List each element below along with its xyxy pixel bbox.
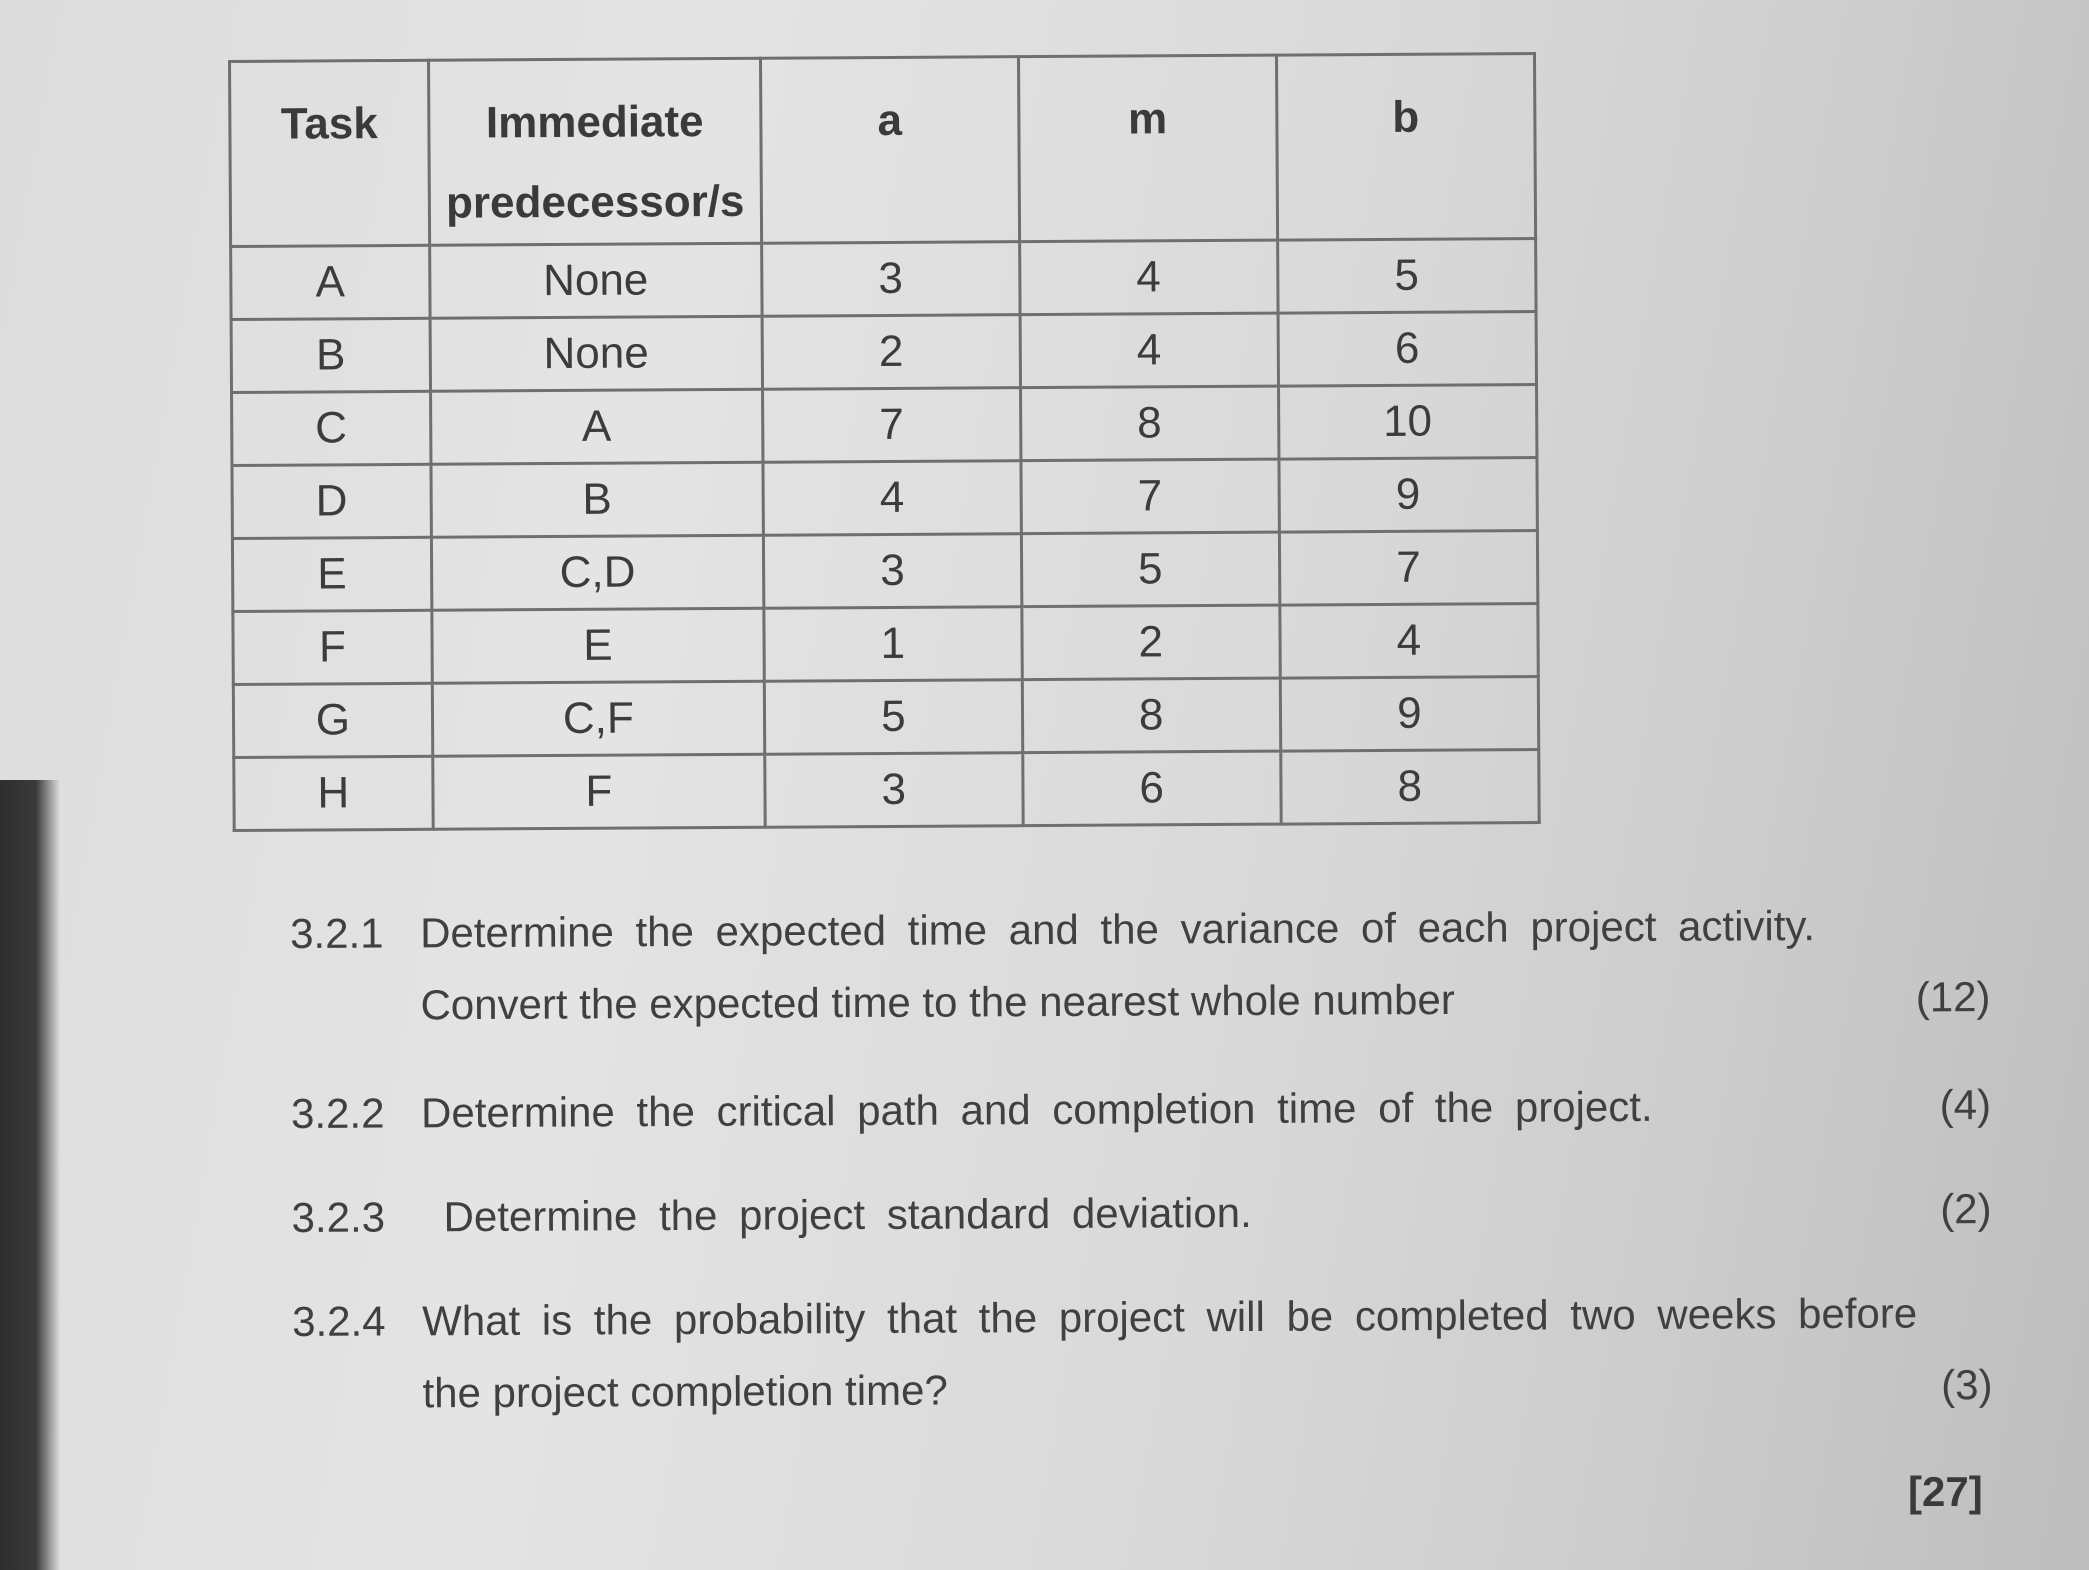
cell-predecessor: E — [432, 608, 765, 683]
question-marks: (2) — [1940, 1185, 1992, 1233]
cell-a: 3 — [763, 534, 1021, 609]
cell-m: 4 — [1019, 240, 1277, 315]
cell-a: 1 — [764, 607, 1022, 682]
total-marks: [27] — [1908, 1468, 1983, 1515]
question-3-2-2 — [291, 1081, 2012, 1194]
cell-m: 8 — [1020, 386, 1278, 461]
cell-b: 9 — [1280, 677, 1539, 752]
cell-task: A — [231, 245, 430, 319]
cell-m: 7 — [1021, 459, 1279, 534]
question-3-2-1 — [290, 901, 2011, 1090]
question-3-2-3 — [291, 1185, 2012, 1298]
header-a: a — [760, 57, 1019, 244]
cell-b: 8 — [1280, 750, 1539, 825]
cell-b: 9 — [1279, 458, 1538, 533]
question-text-continued: Convert the expected time to the nearest whole number — [420, 975, 1455, 1029]
header-m: m — [1018, 55, 1277, 242]
cell-a: 2 — [762, 315, 1020, 390]
table-row — [232, 531, 1537, 612]
question-marks: (3) — [1941, 1361, 1993, 1409]
cell-task: F — [233, 610, 432, 684]
cell-task: H — [234, 756, 433, 830]
table-row — [232, 458, 1537, 539]
table-row — [231, 239, 1536, 320]
table-row — [232, 385, 1537, 466]
question-marks: (4) — [1939, 1081, 1992, 1129]
question-3-2-4 — [292, 1289, 2013, 1458]
question-text: Determine the project standard deviation. — [443, 1188, 1252, 1241]
table-row — [231, 312, 1536, 393]
cell-a: 3 — [765, 753, 1023, 828]
question-number: 3.2.1 — [290, 909, 384, 957]
cell-a: 3 — [762, 242, 1020, 317]
page-edge-shadow — [0, 780, 60, 1570]
question-list — [290, 901, 2013, 1458]
cell-m: 4 — [1020, 313, 1278, 388]
table-row — [233, 677, 1538, 758]
cell-task: C — [232, 391, 431, 465]
cell-m: 2 — [1022, 605, 1280, 680]
cell-b: 6 — [1278, 312, 1537, 387]
cell-predecessor: A — [430, 389, 763, 464]
table-row — [234, 750, 1539, 831]
cell-predecessor: None — [429, 243, 762, 318]
cell-a: 4 — [763, 461, 1021, 536]
activity-table — [228, 52, 1541, 832]
cell-task: B — [231, 318, 430, 392]
cell-predecessor: B — [431, 462, 764, 537]
cell-a: 7 — [763, 388, 1021, 463]
cell-a: 5 — [764, 680, 1022, 755]
table-header-row — [230, 54, 1536, 247]
cell-b: 7 — [1279, 531, 1538, 606]
header-predecessors: Immediate predecessor/s — [428, 58, 761, 245]
question-number: 3.2.3 — [291, 1193, 386, 1241]
cell-b: 5 — [1277, 239, 1536, 314]
cell-m: 8 — [1022, 678, 1280, 753]
cell-task: E — [232, 537, 431, 611]
cell-predecessor: F — [432, 754, 765, 829]
cell-b: 10 — [1278, 385, 1537, 460]
header-b: b — [1276, 54, 1535, 241]
question-text: Determine the expected time and the variance of each project activity. — [419, 902, 1816, 957]
cell-b: 4 — [1280, 604, 1539, 679]
table-row — [233, 604, 1538, 685]
header-task: Task — [230, 60, 430, 246]
cell-m: 6 — [1022, 751, 1280, 826]
cell-task: D — [232, 464, 431, 538]
question-number: 3.2.4 — [292, 1297, 386, 1345]
question-number: 3.2.2 — [290, 1089, 385, 1137]
question-text: Determine the critical path and completion time of the project. — [420, 1082, 1653, 1137]
question-marks: (12) — [1915, 973, 1991, 1021]
cell-m: 5 — [1021, 532, 1279, 607]
cell-predecessor: None — [430, 316, 763, 391]
question-text: What is the probability that the project will be completed two weeks before — [422, 1289, 1918, 1345]
cell-predecessor: C,D — [431, 535, 764, 610]
cell-task: G — [233, 683, 432, 757]
question-text-continued: the project completion time? — [422, 1366, 948, 1417]
cell-predecessor: C,F — [432, 681, 765, 756]
